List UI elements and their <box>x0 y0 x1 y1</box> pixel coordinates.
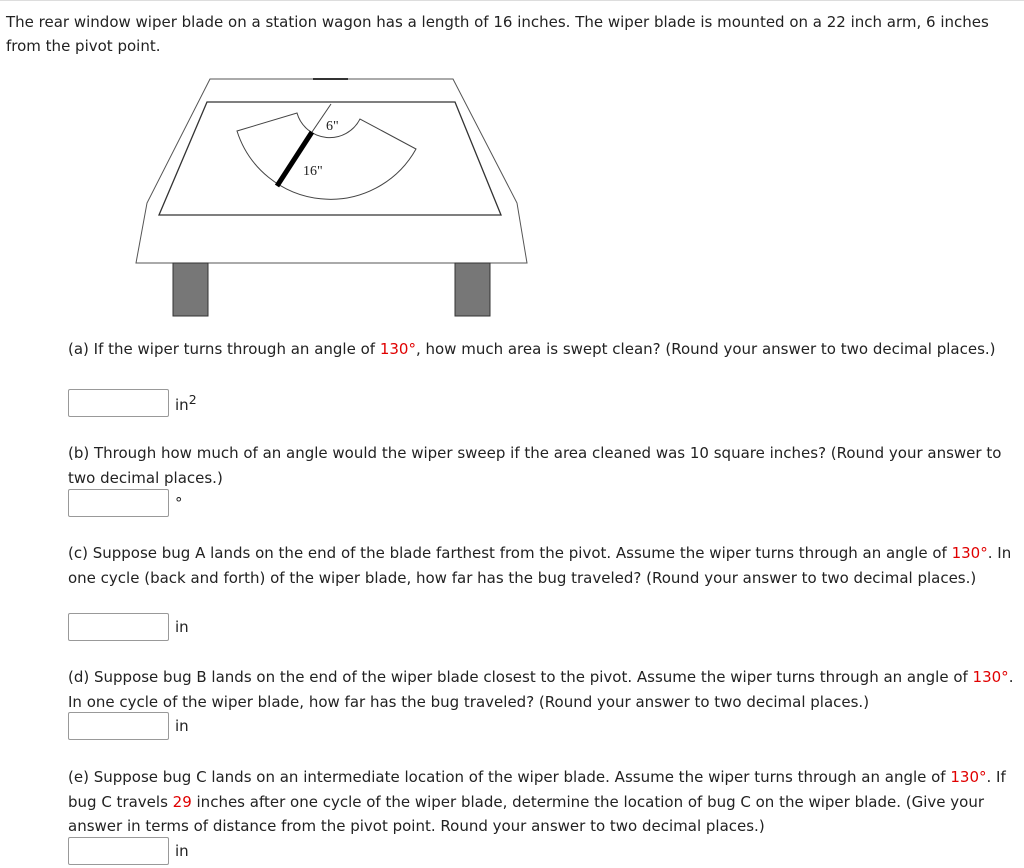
question-b: (b) Through how much of an angle would the wiper sweep if the area cleaned was 10 square inches? (Round your answer to two decimal places.) <box>68 444 1002 487</box>
unit-exponent: 2 <box>188 392 197 407</box>
answer-d-input[interactable] <box>68 712 169 740</box>
question-text: (e) Suppose bug C lands on an intermediate location of the wiper blade. Assume the wiper turns through an angle of <box>68 768 951 786</box>
question-text: (c) Suppose bug A lands on the end of the blade farthest from the pivot. Assume the wiper turns through an angle of <box>68 544 952 562</box>
problem-intro: The rear window wiper blade on a station wagon has a length of 16 inches. The wiper blade is mounted on a 22 inch arm, 6 inches from the pivot point. <box>6 13 989 55</box>
question-text: , how much area is swept clean? (Round your answer to two decimal places.) <box>415 340 996 358</box>
question-e <box>68 765 1018 839</box>
wiper-diagram <box>0 0 1024 340</box>
answer-c-input[interactable] <box>68 613 169 641</box>
answer-d <box>68 712 189 740</box>
left-wheel <box>173 263 208 316</box>
question-d <box>68 665 1018 714</box>
unit-label <box>175 392 197 414</box>
question-text: . In one cycle of the wiper blade, how far has the bug traveled? (Round your answer to two decimal places.) <box>68 668 1014 711</box>
question-text: (a) If the wiper turns through an angle of <box>68 340 380 358</box>
answer-b <box>68 489 183 517</box>
question-text: . In one cycle (back and forth) of the wiper blade, how far has the bug traveled? (Round your answer to two decimal places.) <box>68 544 1012 587</box>
unit-label: in <box>175 842 189 860</box>
answer-a <box>68 389 197 417</box>
answer-c <box>68 613 189 641</box>
answer-a-input[interactable] <box>68 389 169 417</box>
answer-e <box>68 837 189 865</box>
unit-label: ° <box>175 494 183 512</box>
question-a <box>68 337 1018 362</box>
question-c <box>68 541 1018 590</box>
question-text: . If bug C travels <box>68 768 1006 811</box>
angle-value: 130° <box>972 668 1009 686</box>
unit-label: in <box>175 618 189 636</box>
answer-b-input[interactable] <box>68 489 169 517</box>
question-text: inches after one cycle of the wiper blade, determine the location of bug C on the wiper blade. (Give your answer in terms of distance from the pivot point. Round your answer to two decimal places.) <box>68 792 984 835</box>
blade-length-label: 16" <box>303 164 323 179</box>
arm-length-label: 6" <box>326 119 339 134</box>
unit-label: in <box>175 717 189 735</box>
question-text: (d) Suppose bug B lands on the end of the wiper blade closest to the pivot. Assume the wiper turns through an angle of <box>68 668 973 686</box>
right-wheel <box>455 263 490 316</box>
angle-value: 130° <box>951 544 988 562</box>
distance-value: 29 <box>172 792 192 811</box>
angle-value: 130° <box>950 768 987 786</box>
angle-value: 130° <box>379 340 416 358</box>
unit-text: in <box>175 396 189 414</box>
answer-e-input[interactable] <box>68 837 169 865</box>
